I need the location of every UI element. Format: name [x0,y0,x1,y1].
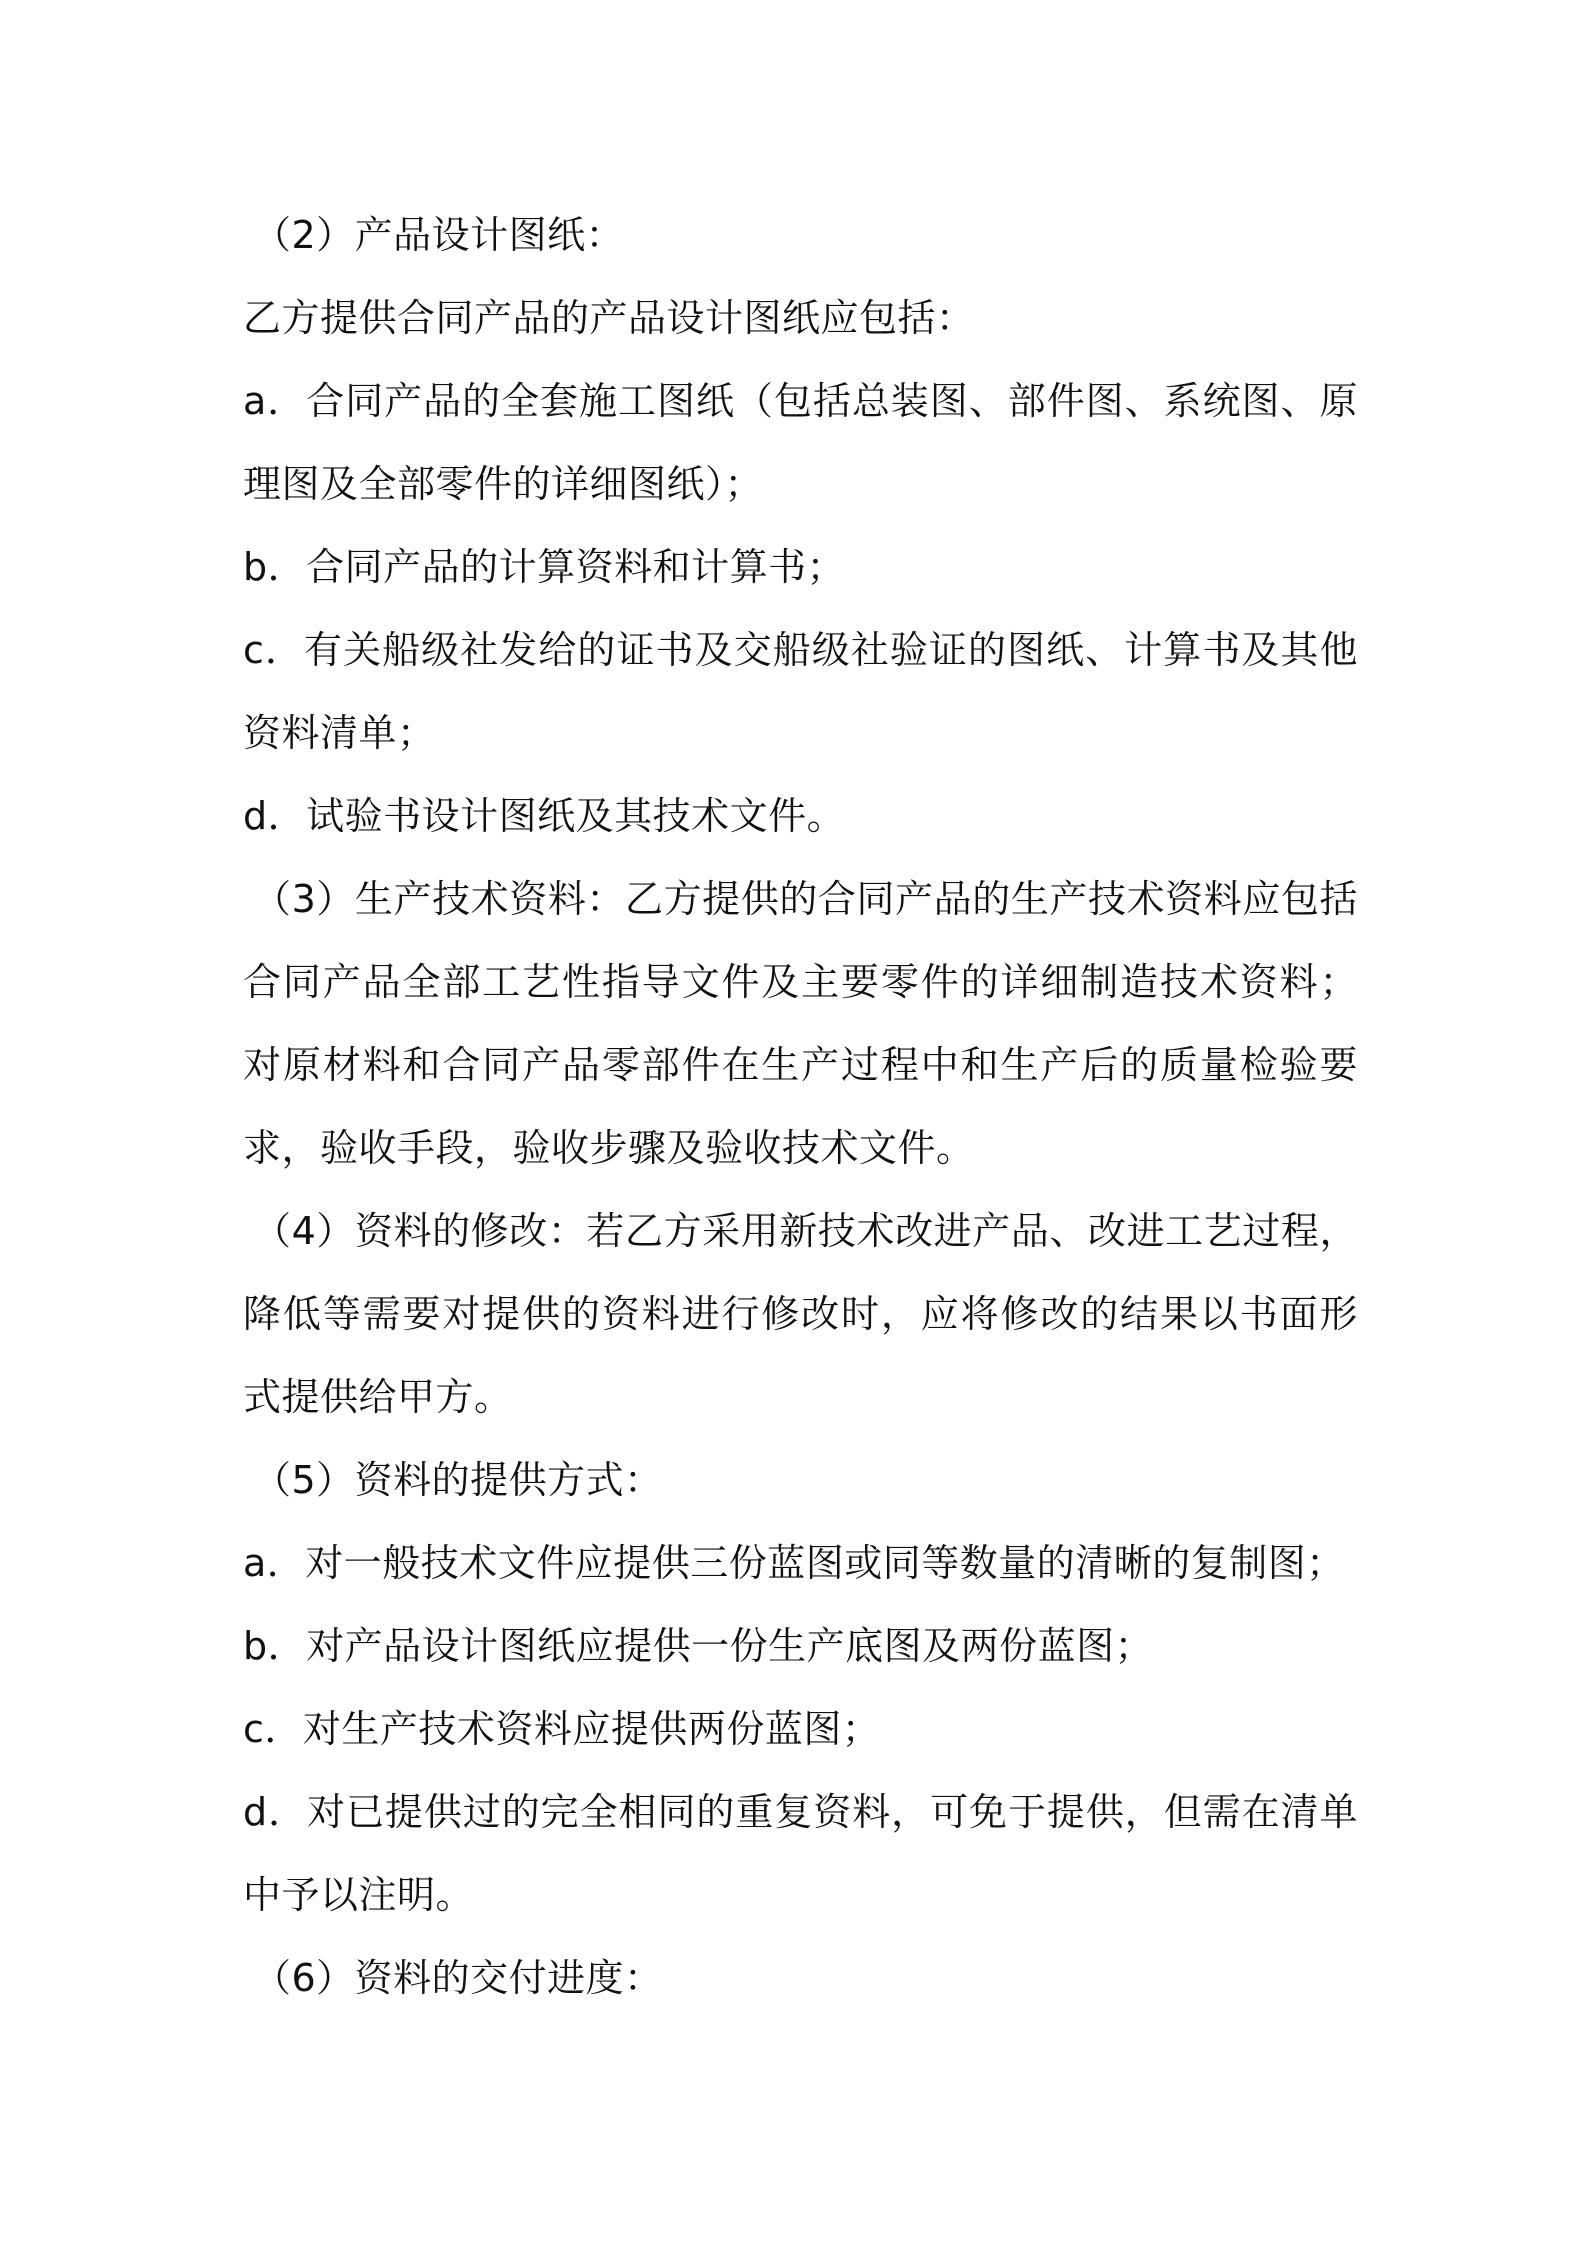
list-item-d-duplicate-data: d．对已提供过的完全相同的重复资料，可免于提供，但需在清单中予以注明。 [243,1790,1358,1917]
section-heading-data-delivery-method: （5）资料的提供方式： [253,1458,663,1502]
list-item-b-design-drawings-copies: b．对产品设计图纸应提供一份生产底图及两份蓝图； [243,1624,1154,1668]
list-item-c-classification-certificates: c．有关船级社发给的证书及交船级社验证的图纸、计算书及其他资料清单； [243,628,1358,755]
section-heading-product-design-drawings: （2）产品设计图纸： [253,213,625,257]
list-item-a-general-documents: a．对一般技术文件应提供三份蓝图或同等数量的清晰的复制图； [243,1541,1345,1585]
list-item-a-construction-drawings: a．合同产品的全套施工图纸（包括总装图、部件图、系统图、原理图及全部零件的详细图纸）； [243,379,1358,506]
section-heading-delivery-schedule: （6）资料的交付进度： [253,1956,663,2000]
document-body [243,194,1358,2020]
list-item-d-test-design-drawings: d．试验书设计图纸及其技术文件。 [243,794,846,838]
section-production-technical-data: （3）生产技术资料：乙方提供的合同产品的生产技术资料应包括合同产品全部工艺性指导文件及主要零件的详细制造技术资料；对原材料和合同产品零部件在生产过程中和生产后的质量检验要求，验收手段，验收步骤及验收技术文件。 [243,877,1358,1170]
list-item-c-production-data-copies: c．对生产技术资料应提供两份蓝图； [243,1707,881,1751]
section-data-modification: （4）资料的修改：若乙方采用新技术改进产品、改进工艺过程，降低等需要对提供的资料进行修改时，应将修改的结果以书面形式提供给甲方。 [243,1209,1358,1419]
paragraph-design-drawings-intro: 乙方提供合同产品的产品设计图纸应包括： [243,296,975,340]
list-item-b-calculation-materials: b．合同产品的计算资料和计算书； [243,545,846,589]
